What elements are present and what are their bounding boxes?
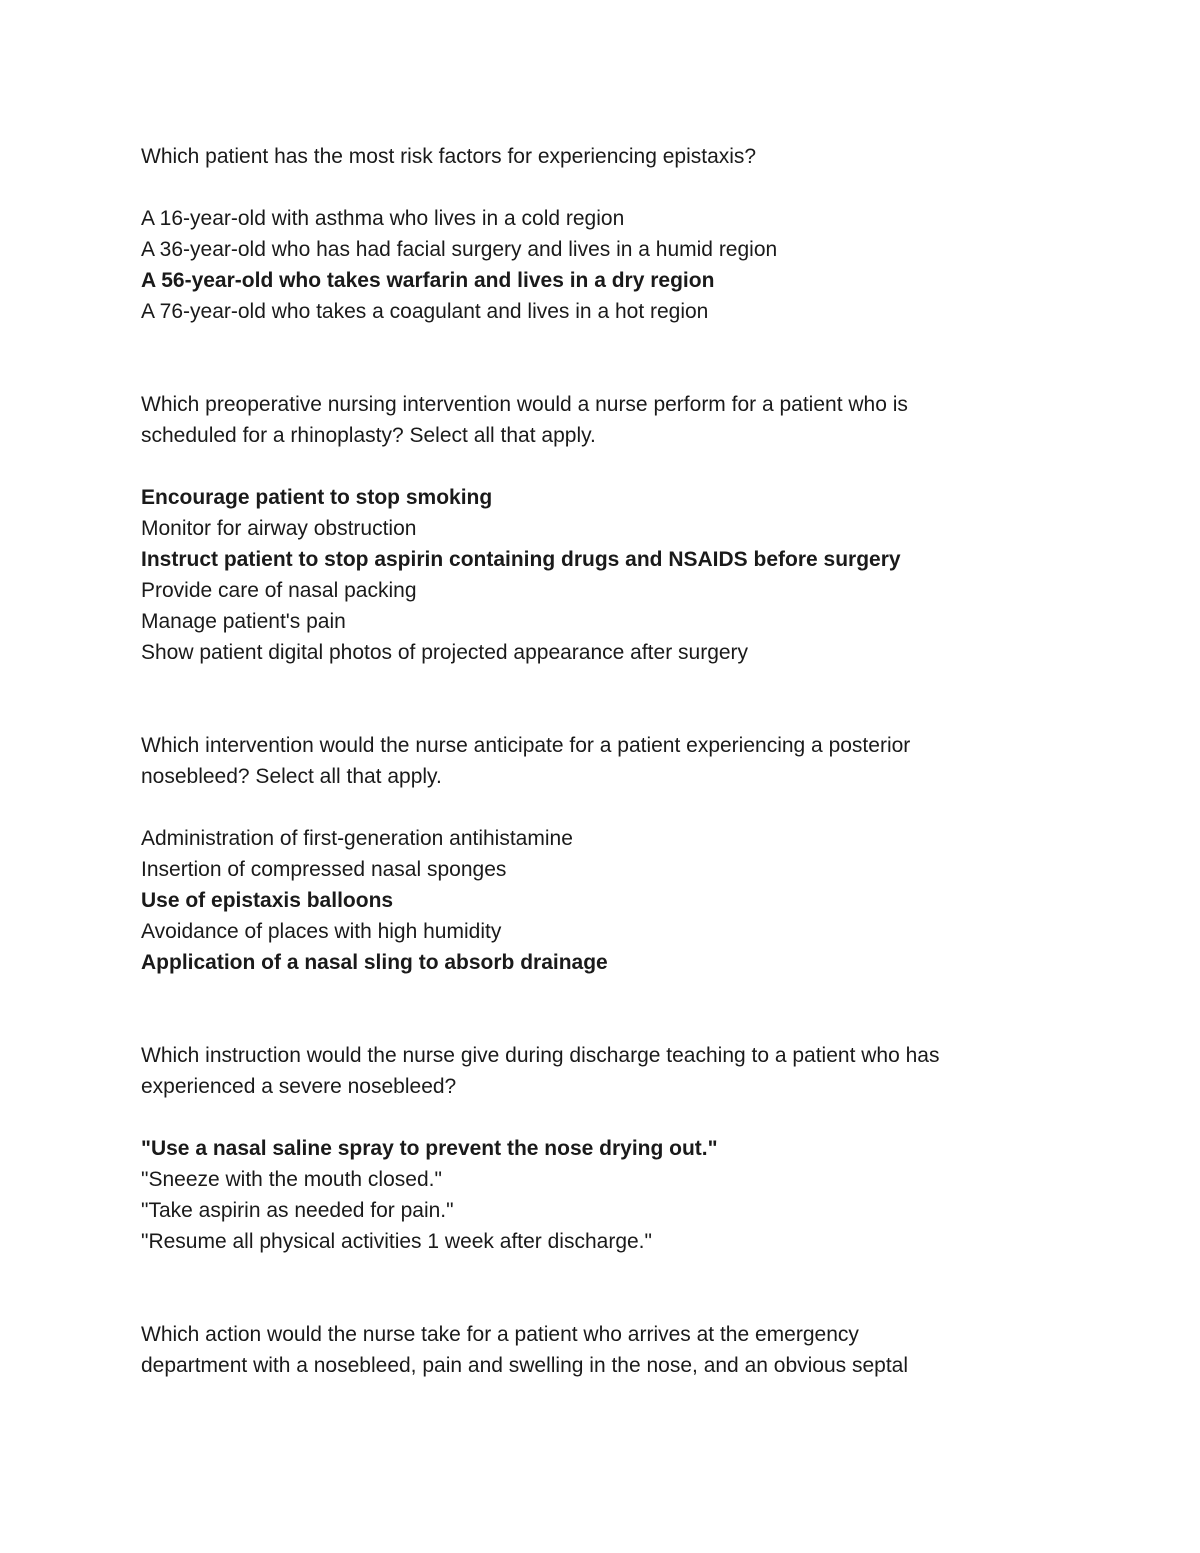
- answer-option-correct: Instruct patient to stop aspirin containing drugs and NSAIDS before surgery: [141, 548, 901, 571]
- question-block: [141, 730, 1061, 978]
- question-block: [141, 1319, 1061, 1381]
- question-stem: Which action would the nurse take for a patient who arrives at the emergency: [141, 1323, 859, 1346]
- question-stem: Which intervention would the nurse anticipate for a patient experiencing a posterior: [141, 734, 911, 757]
- answer-option: Manage patient's pain: [141, 610, 346, 633]
- answer-option: "Resume all physical activities 1 week after discharge.": [141, 1230, 652, 1253]
- question-block: [141, 141, 1061, 327]
- answer-option: A 16-year-old with asthma who lives in a cold region: [141, 207, 625, 230]
- answer-option: A 76-year-old who takes a coagulant and lives in a hot region: [141, 300, 709, 323]
- answer-option: Avoidance of places with high humidity: [141, 920, 502, 943]
- question-stem: Which patient has the most risk factors for experiencing epistaxis?: [141, 145, 757, 168]
- answer-option: Provide care of nasal packing: [141, 579, 417, 602]
- answer-option-correct: "Use a nasal saline spray to prevent the nose drying out.": [141, 1137, 718, 1160]
- answer-option: Show patient digital photos of projected appearance after surgery: [141, 641, 749, 664]
- answer-option-correct: Application of a nasal sling to absorb drainage: [141, 951, 608, 974]
- answer-option: Administration of first-generation antihistamine: [141, 827, 573, 850]
- answer-option: A 36-year-old who has had facial surgery and lives in a humid region: [141, 238, 778, 261]
- question-block: [141, 1040, 1061, 1257]
- answer-option-correct: Encourage patient to stop smoking: [141, 486, 493, 509]
- answer-option-correct: Use of epistaxis balloons: [141, 889, 394, 912]
- document-page: [141, 141, 1061, 1381]
- answer-option-correct: A 56-year-old who takes warfarin and lives in a dry region: [141, 269, 715, 292]
- question-stem: nosebleed? Select all that apply.: [141, 765, 442, 788]
- answer-option: "Take aspirin as needed for pain.": [141, 1199, 454, 1222]
- answer-option: Monitor for airway obstruction: [141, 517, 417, 540]
- question-stem: department with a nosebleed, pain and swelling in the nose, and an obvious septal: [141, 1354, 909, 1377]
- question-stem: experienced a severe nosebleed?: [141, 1075, 457, 1098]
- answer-option: "Sneeze with the mouth closed.": [141, 1168, 442, 1191]
- question-stem: Which preoperative nursing intervention would a nurse perform for a patient who is: [141, 393, 908, 416]
- question-block: [141, 389, 1061, 668]
- question-stem: Which instruction would the nurse give during discharge teaching to a patient who has: [141, 1044, 940, 1067]
- answer-option: Insertion of compressed nasal sponges: [141, 858, 507, 881]
- question-stem: scheduled for a rhinoplasty? Select all that apply.: [141, 424, 596, 447]
